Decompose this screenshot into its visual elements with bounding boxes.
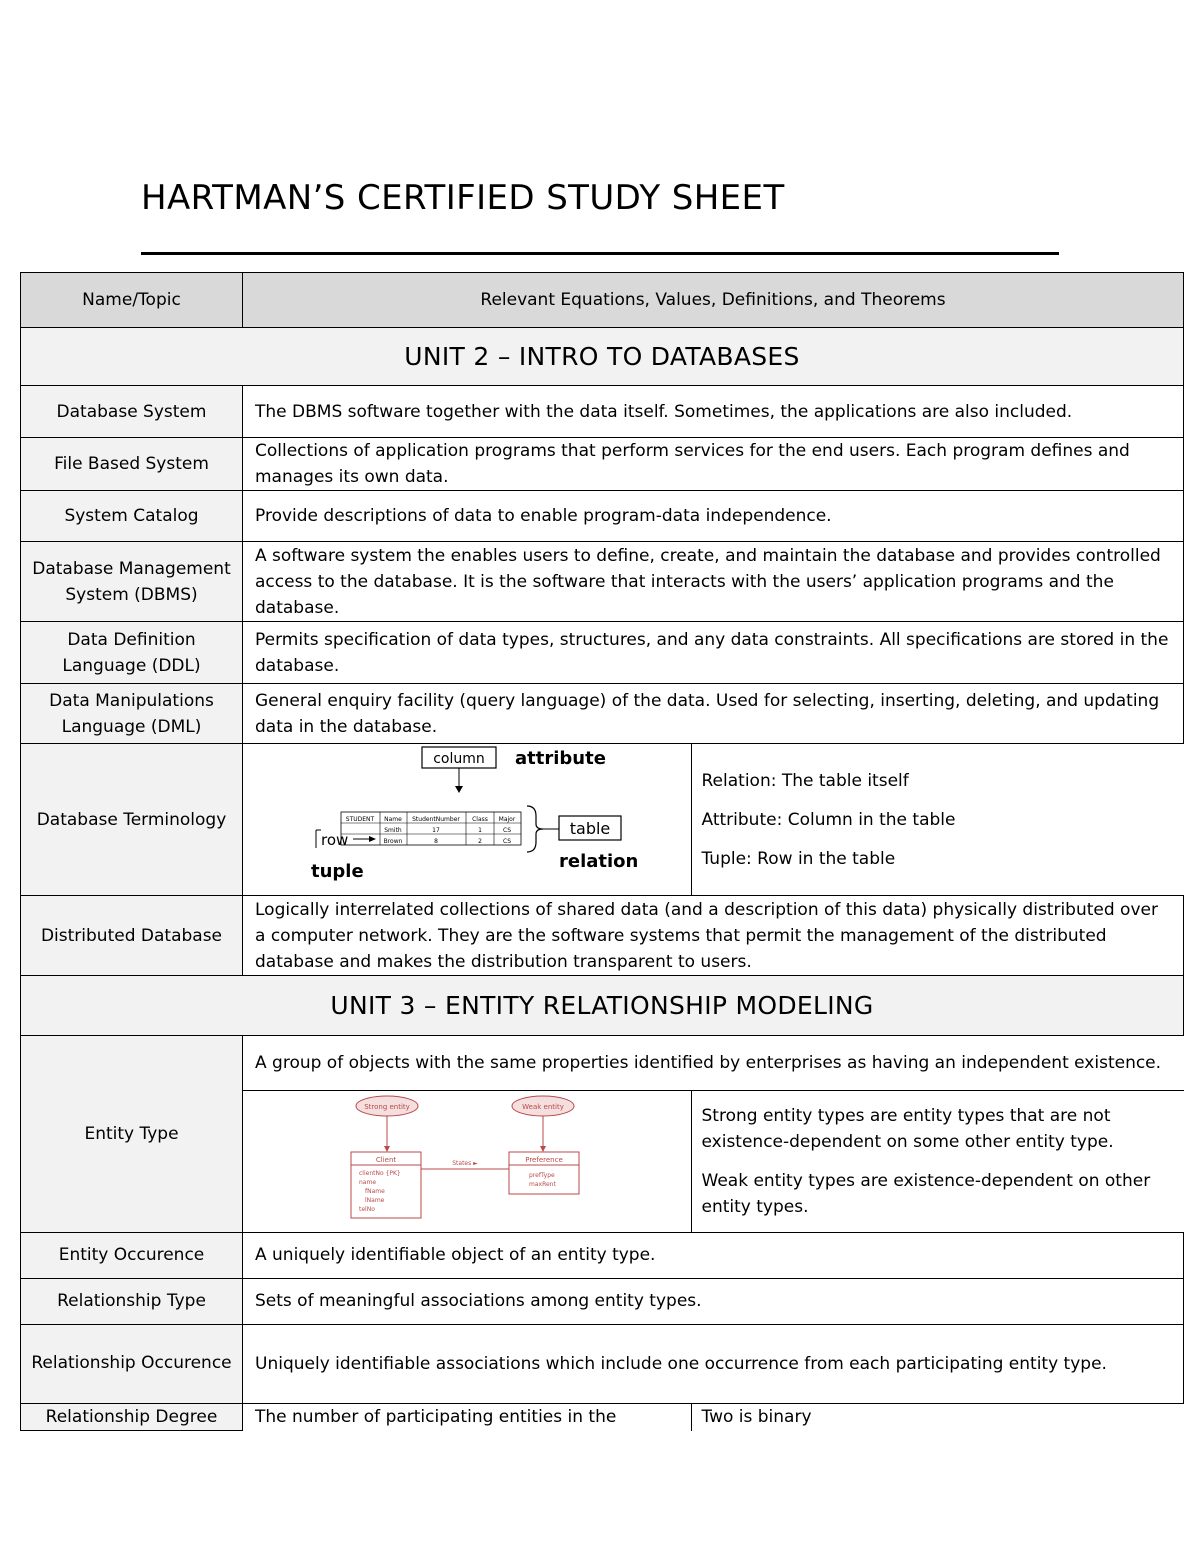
client-attr: clientNo {PK}	[359, 1169, 401, 1177]
table-row	[21, 438, 1184, 491]
table-row	[21, 491, 1184, 542]
def-distributed-database: Logically interrelated collections of shared data (and a description of this data) physically distributed over a computer network. They are the software systems that permit the management of the distributed database and makes the distribution transparent to users.	[243, 896, 1184, 976]
client-entity-name: Client	[375, 1155, 397, 1164]
def-relationship-degree: The number of participating entities in the	[243, 1404, 691, 1431]
strong-entity-note: Strong entity types are entity types that are not existence-dependent on some other entity type.	[701, 1105, 1114, 1152]
note-relation: Relation: The table itself	[701, 770, 909, 791]
header-relevant: Relevant Equations, Values, Definitions, and Theorems	[243, 273, 1184, 328]
table-row	[21, 1232, 1184, 1278]
column-label: column	[433, 751, 485, 767]
row-label: row	[321, 831, 349, 849]
database-terminology-diagram	[243, 744, 691, 887]
topic-dml: Data Manipulations Language (DML)	[21, 684, 243, 744]
table-row	[21, 744, 1184, 896]
mini-header-student: STUDENT	[345, 816, 375, 823]
table-row	[21, 1278, 1184, 1324]
def-ddl: Permits specification of data types, structures, and any data constraints. All specifications are stored in the database.	[243, 622, 1184, 684]
mini-cell: Brown	[383, 838, 403, 845]
topic-relationship-occurence: Relationship Occurence	[21, 1324, 243, 1403]
table-row	[21, 386, 1184, 438]
topic-dbms: Database Management System (DBMS)	[21, 542, 243, 622]
topic-ddl: Data Definition Language (DDL)	[21, 622, 243, 684]
mini-header-name: Name	[384, 816, 402, 823]
mini-cell: Smith	[384, 827, 402, 834]
header-row	[21, 273, 1184, 328]
student-mini-table	[341, 812, 521, 845]
def-entity-type: A group of objects with the same properties identified by enterprises as having an independent existence.	[243, 1036, 1184, 1090]
table-brace	[527, 806, 543, 852]
table-row	[21, 1403, 1184, 1431]
unit2-title: UNIT 2 – INTRO TO DATABASES	[21, 328, 1184, 386]
preference-attr: maxRent	[529, 1180, 556, 1188]
client-attr: name	[359, 1178, 377, 1186]
strong-entity-label: Strong entity	[364, 1102, 410, 1111]
relationship-label: States ►	[452, 1159, 478, 1167]
def-relationship-type: Sets of meaningful associations among entity types.	[243, 1278, 1184, 1324]
title-underline	[141, 252, 1059, 255]
table-row	[21, 1036, 1184, 1233]
topic-entity-occurence: Entity Occurence	[21, 1232, 243, 1278]
mini-cell: 8	[434, 838, 438, 845]
study-table	[20, 272, 1184, 1431]
topic-database-terminology: Database Terminology	[21, 744, 243, 896]
page-title: HARTMAN’S CERTIFIED STUDY SHEET	[141, 178, 785, 218]
topic-distributed-database: Distributed Database	[21, 896, 243, 976]
terminology-diagram-cell	[243, 744, 691, 895]
unit3-row	[21, 976, 1184, 1036]
topic-database-system: Database System	[21, 386, 243, 438]
note-attribute: Attribute: Column in the table	[701, 809, 956, 830]
unit2-row	[21, 328, 1184, 386]
relation-label: relation	[559, 851, 639, 872]
terminology-notes	[691, 744, 1184, 895]
preference-entity-name: Preference	[525, 1155, 563, 1164]
weak-entity-note: Weak entity types are existence-dependent on other entity types.	[701, 1170, 1151, 1217]
client-attr: telNo	[359, 1205, 375, 1213]
def-database-system: The DBMS software together with the data itself. Sometimes, the applications are also included.	[243, 386, 1184, 438]
column-arrow-head	[455, 786, 463, 793]
def-relationship-occurence: Uniquely identifiable associations which include one occurrence from each participating entity type.	[243, 1324, 1184, 1403]
def-dml: General enquiry facility (query language) of the data. Used for selecting, inserting, deleting, and updating data in the database.	[243, 684, 1184, 744]
table-row	[21, 622, 1184, 684]
mini-cell: 1	[478, 827, 482, 834]
mini-header-studentnumber: StudentNumber	[412, 816, 460, 823]
table-row	[21, 1324, 1184, 1403]
mini-cell: 2	[478, 838, 482, 845]
mini-cell: CS	[503, 838, 511, 845]
note-tuple: Tuple: Row in the table	[701, 848, 896, 869]
table-row	[21, 542, 1184, 622]
topic-system-catalog: System Catalog	[21, 491, 243, 542]
client-attr: lName	[365, 1196, 385, 1204]
header-name-topic: Name/Topic	[21, 273, 243, 328]
entity-type-notes	[691, 1090, 1184, 1232]
er-diagram-cell	[243, 1090, 691, 1232]
mini-cell: 17	[432, 827, 440, 834]
table-row	[21, 896, 1184, 976]
def-entity-occurence: A uniquely identifiable object of an entity type.	[243, 1232, 1184, 1278]
relationship-degree-note: Two is binary	[701, 1407, 812, 1427]
topic-relationship-type: Relationship Type	[21, 1278, 243, 1324]
def-system-catalog: Provide descriptions of data to enable program-data independence.	[243, 491, 1184, 542]
er-diagram	[243, 1091, 691, 1224]
table-row	[21, 684, 1184, 744]
mini-header-major: Major	[498, 816, 516, 823]
tuple-label: tuple	[311, 861, 364, 882]
mini-cell: CS	[503, 827, 511, 834]
def-file-based-system: Collections of application programs that perform services for the end users. Each program defines and manages its own data.	[243, 438, 1184, 491]
topic-relationship-degree: Relationship Degree	[21, 1403, 243, 1431]
attribute-label: attribute	[515, 748, 606, 769]
client-attr: fName	[365, 1187, 385, 1195]
topic-entity-type: Entity Type	[21, 1036, 243, 1233]
unit3-title: UNIT 3 – ENTITY RELATIONSHIP MODELING	[21, 976, 1184, 1036]
preference-attr: prefType	[529, 1171, 555, 1179]
table-label: table	[569, 819, 611, 838]
mini-header-class: Class	[472, 816, 488, 823]
weak-entity-label: Weak entity	[522, 1102, 564, 1111]
def-dbms: A software system the enables users to define, create, and maintain the database and provides controlled access to the database. It is the software that interacts with the users’ application programs and the database.	[243, 542, 1184, 622]
topic-file-based-system: File Based System	[21, 438, 243, 491]
